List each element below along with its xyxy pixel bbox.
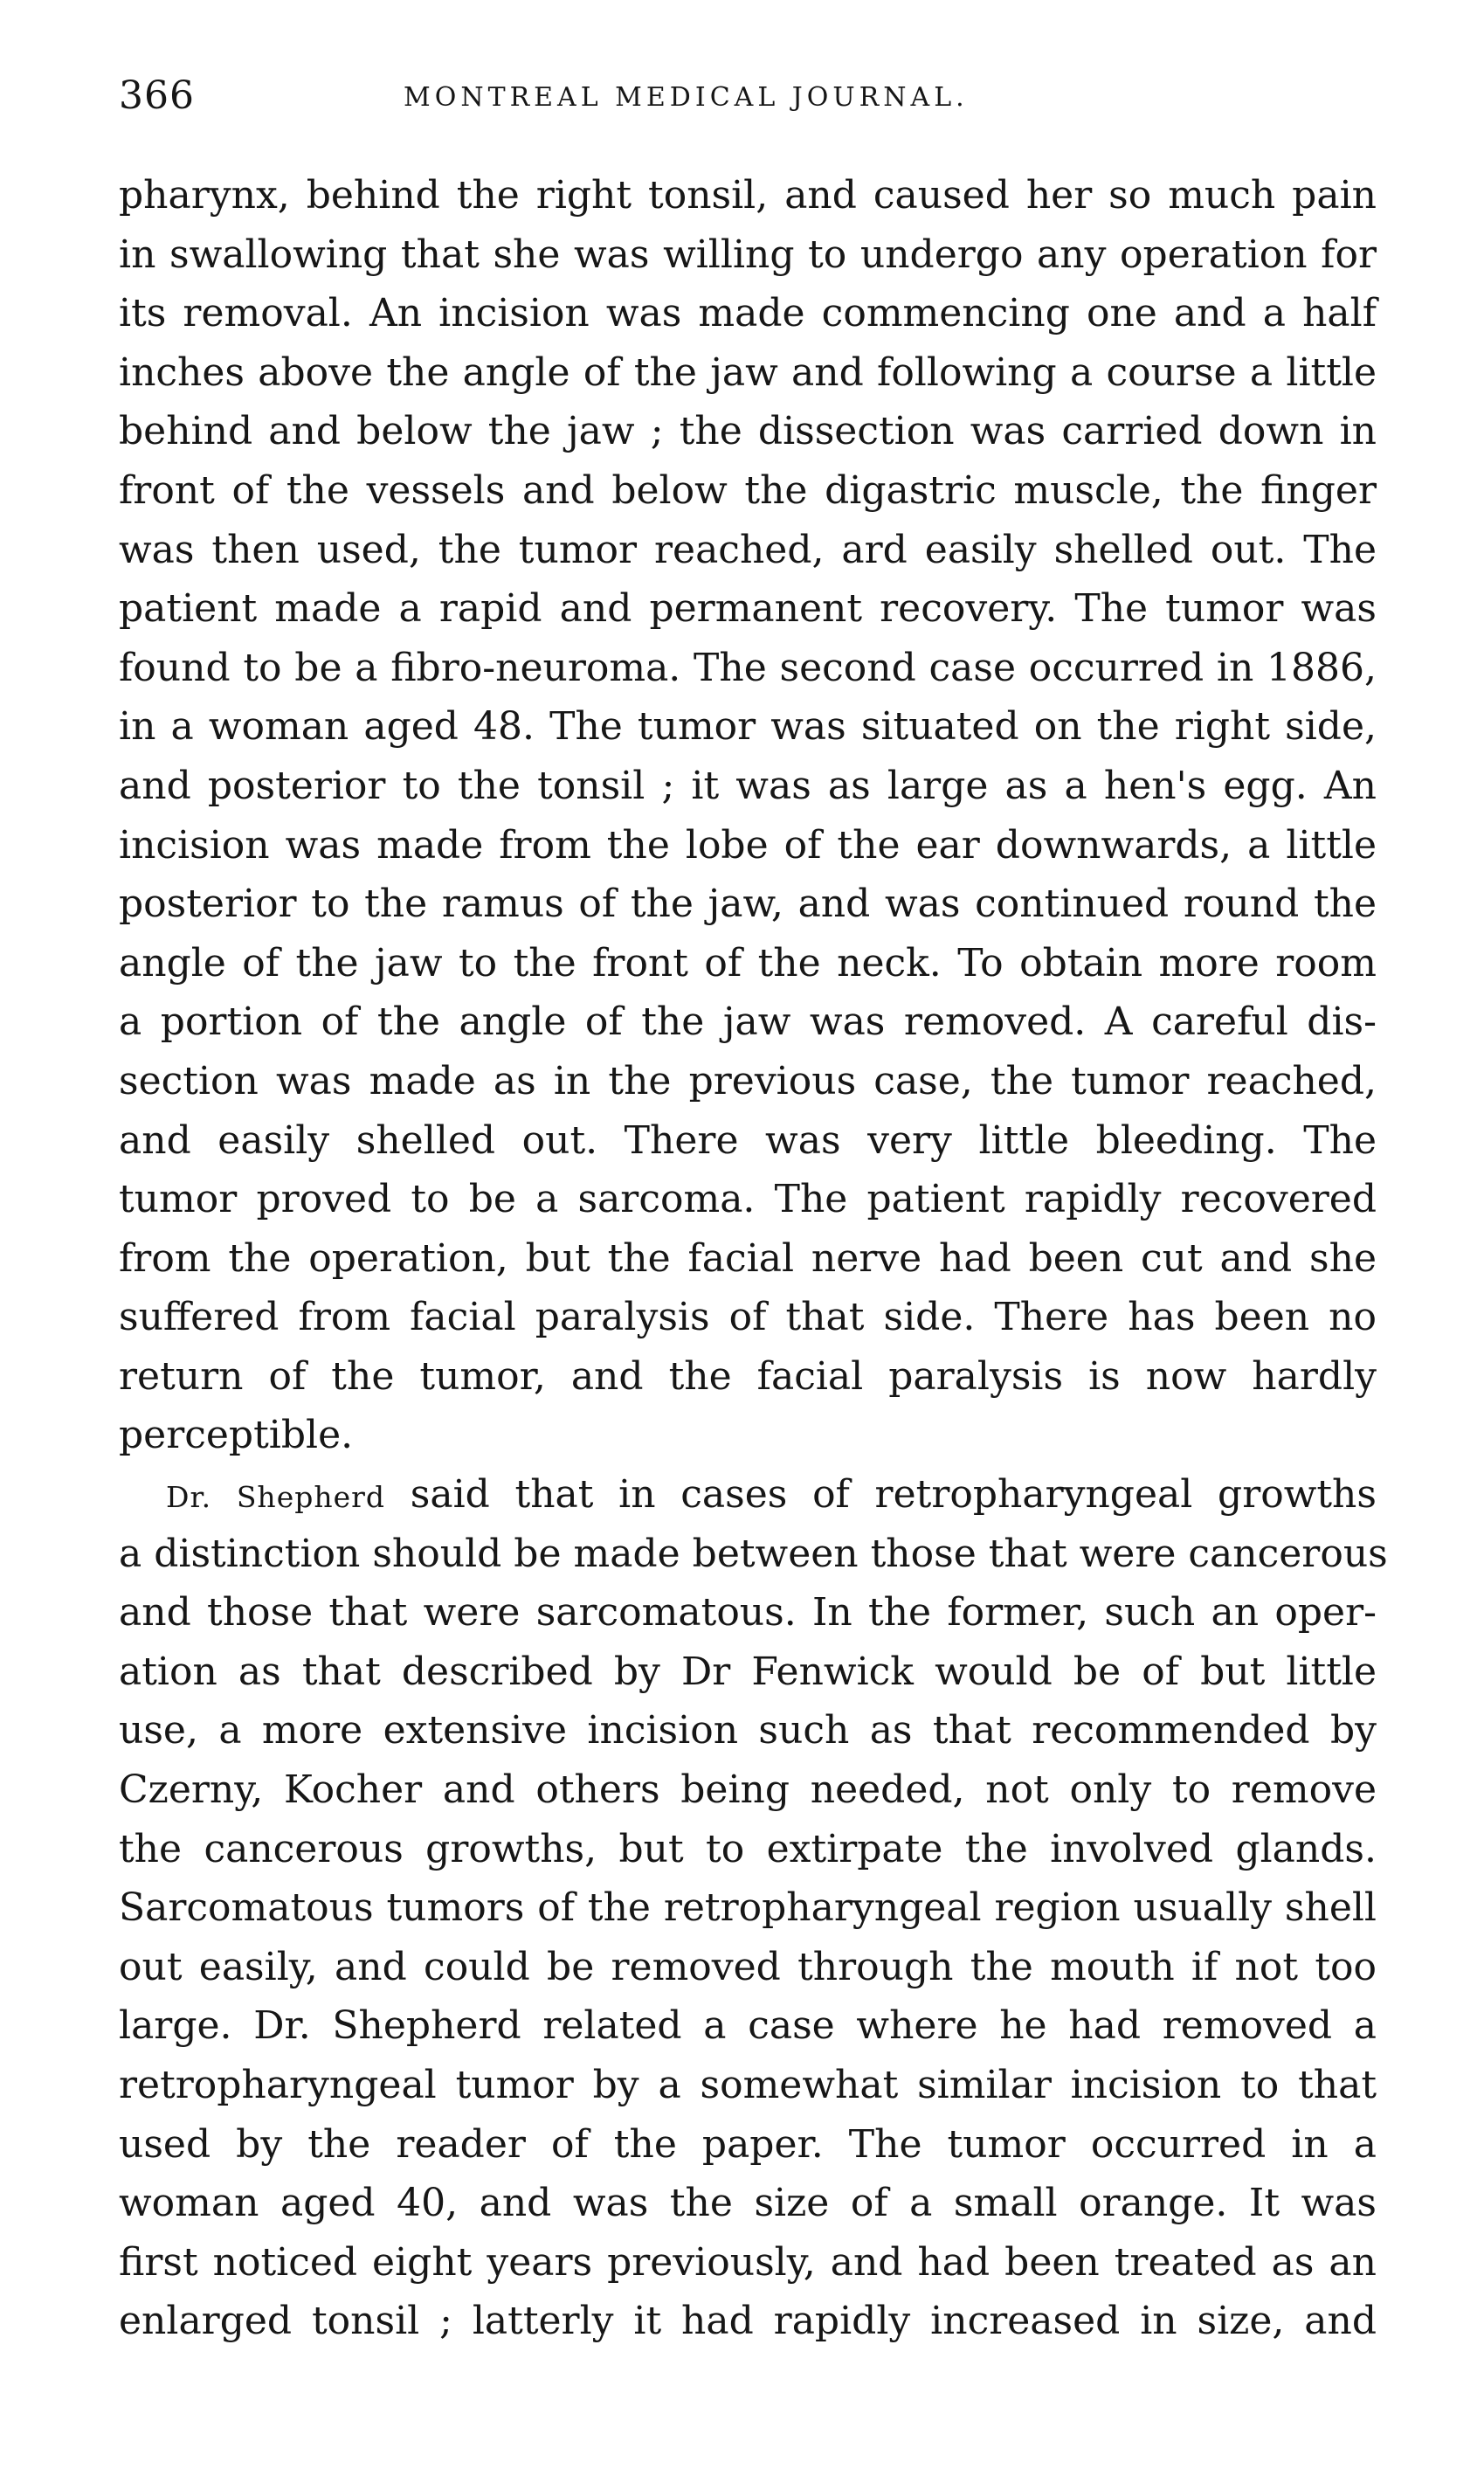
text-line: first noticed eight years previously, and had been treated as an xyxy=(119,2239,1377,2285)
text-line: from the operation, but the facial nerve had been cut and she xyxy=(119,1235,1377,1281)
text-line: in swallowing that she was willing to undergo any operation for xyxy=(119,232,1377,277)
speaker-prefix: Dr. xyxy=(166,1480,212,1515)
body-text xyxy=(119,166,1388,2351)
text-line: woman aged 40, and was the size of a small orange. It was xyxy=(119,2181,1377,2226)
text-line: its removal. An incision was made commencing one and a half xyxy=(119,291,1377,336)
text-line: Czerny, Kocher and others being needed, not only to remove xyxy=(119,1767,1377,1813)
text-line: found to be a fibro-neuroma. The second case occurred in 1886, xyxy=(119,645,1377,690)
text-line: incision was made from the lobe of the ear downwards, a little xyxy=(119,822,1377,868)
text-line: enlarged tonsil ; latterly it had rapidly increased in size, and xyxy=(119,2299,1377,2344)
running-head: MONTREAL MEDICAL JOURNAL. xyxy=(404,82,969,113)
text-line: tumor proved to be a sarcoma. The patient rapidly recovered xyxy=(119,1177,1377,1222)
text-line: posterior to the ramus of the jaw, and was continued round the xyxy=(119,882,1377,927)
text-line: out easily, and could be removed through the mouth if not too xyxy=(119,1944,1377,1989)
text-line: pharynx, behind the right tonsil, and caused her so much pain xyxy=(119,173,1377,218)
text-line: Sarcomatous tumors of the retropharyngeal region usually shell xyxy=(119,1885,1377,1931)
opening-line-text: said that in cases of retropharyngeal growths xyxy=(410,1472,1377,1518)
text-line: behind and below the jaw ; the dissection was carried down in xyxy=(119,409,1377,454)
text-line: a portion of the angle of the jaw was removed. A careful dis- xyxy=(119,999,1377,1045)
text-line: return of the tumor, and the facial paralysis is now hardly xyxy=(119,1353,1377,1399)
text-line: and those that were sarcomatous. In the former, such an oper- xyxy=(119,1590,1377,1636)
text-line: the cancerous growths, but to extirpate the involved glands. xyxy=(119,1826,1377,1871)
speaker-name: Shepherd xyxy=(236,1480,386,1515)
page-number: 366 xyxy=(119,73,195,118)
text-line: was then used, the tumor reached, ard easily shelled out. The xyxy=(119,527,1377,572)
text-line: inches above the angle of the jaw and following a course a little xyxy=(119,349,1377,395)
text-line: perceptible. xyxy=(119,1413,354,1458)
text-line: ation as that described by Dr Fenwick would be of but little xyxy=(119,1649,1377,1694)
text-line: angle of the jaw to the front of the neck. To obtain more room xyxy=(119,940,1377,986)
paragraph-shepherd-remarks xyxy=(119,1465,1388,2351)
text-line: large. Dr. Shepherd related a case where he had removed a xyxy=(119,2003,1377,2049)
text-line: patient made a rapid and permanent recovery. The tumor was xyxy=(119,586,1377,632)
text-line-opening xyxy=(119,1465,1377,1525)
text-line: a distinction should be made between those that were cancerous xyxy=(119,1531,1388,1576)
text-line: used by the reader of the paper. The tumor occurred in a xyxy=(119,2121,1377,2167)
text-line: and posterior to the tonsil ; it was as large as a hen's egg. An xyxy=(119,763,1377,808)
text-line: section was made as in the previous case, the tumor reached, xyxy=(119,1058,1377,1103)
text-line: use, a more extensive incision such as that recommended by xyxy=(119,1708,1377,1753)
text-line: front of the vessels and below the digastric muscle, the finger xyxy=(119,467,1377,513)
text-line: and easily shelled out. There was very little bleeding. The xyxy=(119,1117,1377,1163)
paragraph-fenwick-cases xyxy=(119,166,1377,1465)
page-header xyxy=(119,73,1377,126)
text-line: suffered from facial paralysis of that side. There has been no xyxy=(119,1295,1377,1340)
text-line: retropharyngeal tumor by a somewhat similar incision to that xyxy=(119,2063,1377,2107)
text-line: in a woman aged 48. The tumor was situated on the right side, xyxy=(119,704,1377,750)
